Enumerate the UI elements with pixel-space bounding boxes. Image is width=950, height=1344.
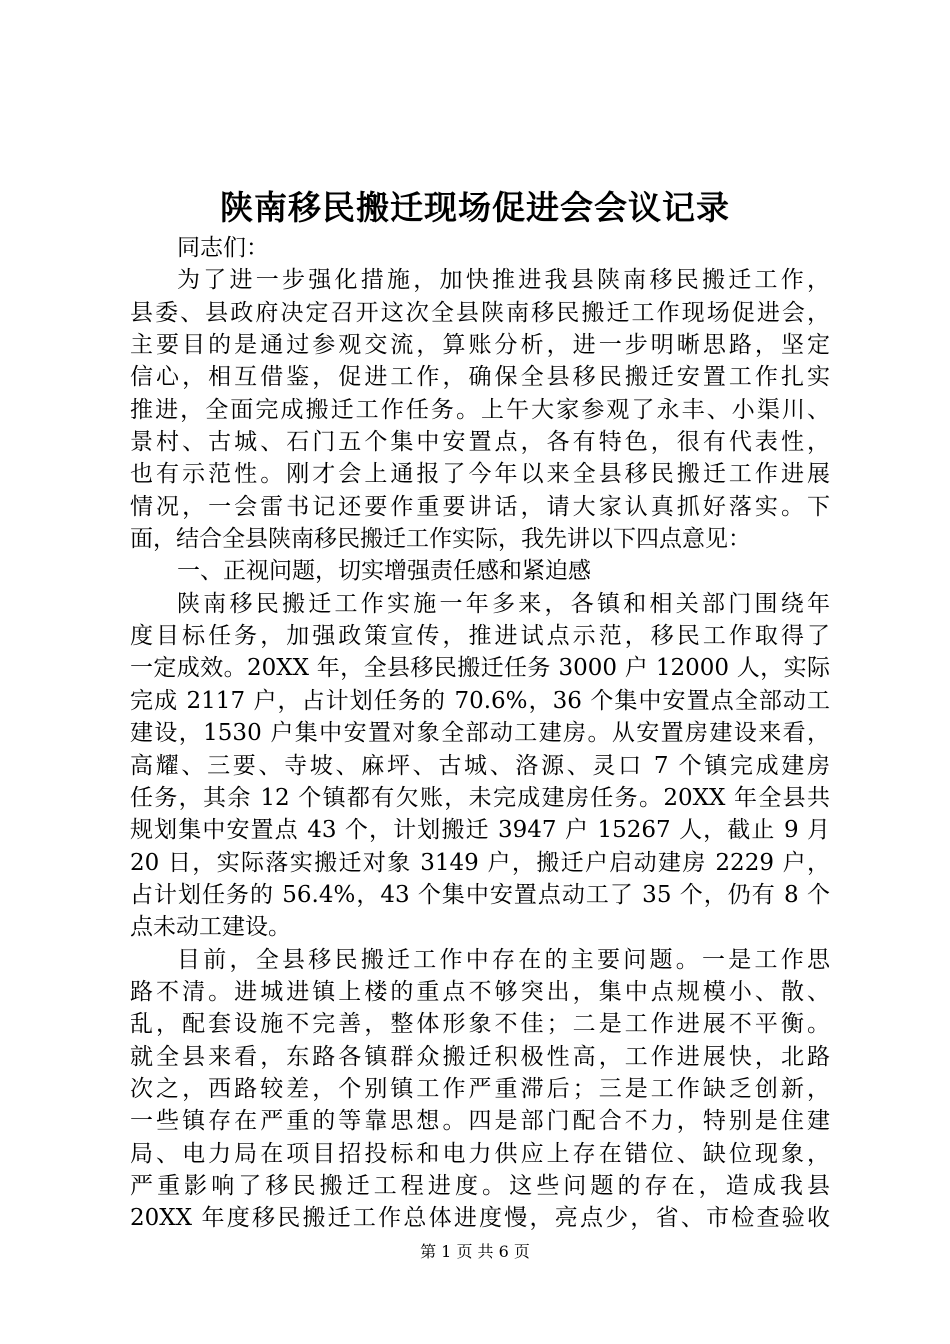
text-line: 度目标任务，加强政策宣传，推进试点示范，移民工作取得了 xyxy=(130,623,830,650)
text-line: 任务，其余 12 个镇都有欠账，未完成建房任务。20XX 年全县共 xyxy=(130,784,830,811)
text-line: 严重影响了移民搬迁工程进度。这些问题的存在，造成我县 xyxy=(130,1172,830,1199)
page-number-footer: 第 1 页 共 6 页 xyxy=(420,1242,530,1261)
text-line: 一定成效。20XX 年，全县移民搬迁任务 3000 户 12000 人，实际 xyxy=(130,655,830,682)
text-line: 20 日，实际落实搬迁对象 3149 户，搬迁户启动建房 2229 户， xyxy=(130,849,830,876)
text-line: 占计划任务的 56.4%，43 个集中安置点动工了 35 个，仍有 8 个 xyxy=(130,881,830,908)
document-body xyxy=(130,232,830,1235)
text-line: 点未动工建设。 xyxy=(130,914,291,941)
text-line: 局、电力局在项目招投标和电力供应上存在错位、缺位现象， xyxy=(130,1140,830,1167)
text-line: 也有示范性。刚才会上通报了今年以来全县移民搬迁工作进展 xyxy=(130,461,830,488)
text-line: 景村、古城、石门五个集中安置点，各有特色，很有代表性， xyxy=(130,429,830,456)
text-line: 陕南移民搬迁工作实施一年多来，各镇和相关部门围绕年 xyxy=(177,590,830,617)
document-title: 陕南移民搬迁现场促进会会议记录 xyxy=(220,188,730,227)
text-line: 20XX 年度移民搬迁工作总体进度慢，亮点少，省、市检查验收 xyxy=(130,1205,830,1232)
text-line: 为了进一步强化措施，加快推进我县陕南移民搬迁工作， xyxy=(177,267,830,294)
text-line: 一、正视问题，切实增强责任感和紧迫感 xyxy=(177,558,591,585)
text-line: 规划集中安置点 43 个，计划搬迁 3947 户 15267 人，截止 9 月 xyxy=(130,817,830,844)
text-line: 目前，全县移民搬迁工作中存在的主要问题。一是工作思 xyxy=(177,946,830,973)
text-line: 一些镇存在严重的等靠思想。四是部门配合不力，特别是住建 xyxy=(130,1108,830,1135)
text-line: 高耀、三要、寺坡、麻坪、古城、洛源、灵口 7 个镇完成建房 xyxy=(130,752,830,779)
text-line: 同志们： xyxy=(177,235,269,261)
text-line: 信心，相互借鉴，促进工作，确保全县移民搬迁安置工作扎实 xyxy=(130,364,830,391)
text-line: 次之，西路较差，个别镇工作严重滞后；三是工作缺乏创新， xyxy=(130,1075,830,1102)
text-line: 县委、县政府决定召开这次全县陕南移民搬迁工作现场促进会， xyxy=(130,299,830,326)
text-line: 推进，全面完成搬迁工作任务。上午大家参观了永丰、小渠川、 xyxy=(130,396,830,423)
text-line: 完成 2117 户，占计划任务的 70.6%，36 个集中安置点全部动工 xyxy=(130,687,830,714)
text-line: 情况，一会雷书记还要作重要讲话，请大家认真抓好落实。下 xyxy=(130,493,830,520)
text-line: 乱，配套设施不完善，整体形象不佳；二是工作进展不平衡。 xyxy=(130,1011,830,1038)
text-line: 建设，1530 户集中安置对象全部动工建房。从安置房建设来看， xyxy=(130,720,830,747)
text-line: 就全县来看，东路各镇群众搬迁积极性高，工作进展快，北路 xyxy=(130,1043,830,1070)
text-line: 主要目的是通过参观交流，算账分析，进一步明晰思路，坚定 xyxy=(130,332,830,359)
text-line: 面，结合全县陕南移民搬迁工作实际，我先讲以下四点意见： xyxy=(130,526,751,553)
text-line: 路不清。进城进镇上楼的重点不够突出，集中点规模小、散、 xyxy=(130,978,830,1005)
